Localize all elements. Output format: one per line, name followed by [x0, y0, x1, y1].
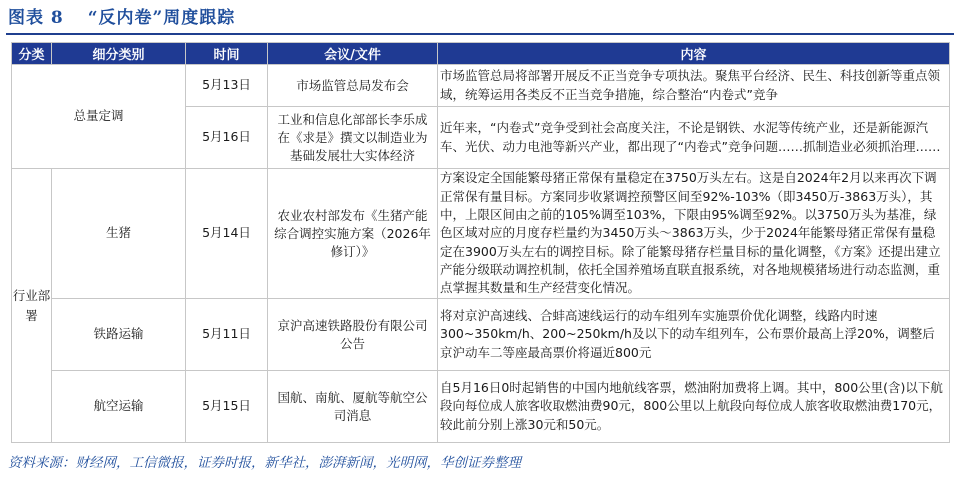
date-cell: 5月15日	[186, 371, 268, 443]
table-header-row	[12, 43, 950, 65]
source-note: 资料来源：财经网，工信微报，证券时报，新华社，澎湃新闻，光明网，华创证券整理	[8, 455, 521, 471]
title-divider	[6, 33, 954, 35]
subcategory-cell: 生猪	[52, 169, 186, 299]
table-row	[12, 65, 950, 107]
date-cell: 5月13日	[186, 65, 268, 107]
date-cell: 5月14日	[186, 169, 268, 299]
category-cell-overall: 总量定调	[12, 65, 186, 169]
meeting-cell: 工业和信息化部部长李乐成在《求是》撰文以制造业为基础发展壮大实体经济	[268, 107, 438, 169]
content-cell: 将对京沪高速线、合蚌高速线运行的动车组列车实施票价优化调整，线路内时速300~350km/h、200~250km/h及以下的动车组列车，公布票价最高上浮20%，调整后京沪动车二等座最高票价将逼近800元	[438, 299, 950, 371]
meeting-cell: 农业农村部发布《生猪产能综合调控实施方案（2026年修订）》	[268, 169, 438, 299]
content-cell: 自5月16日0时起销售的中国内地航线客票，燃油附加费将上调。其中，800公里(含)以下航段向每位成人旅客收取燃油费90元，800公里以上航段向每位成人旅客收取燃油费170元，较此前分别上涨30元和50元。	[438, 371, 950, 443]
table-row	[12, 169, 950, 299]
date-cell: 5月16日	[186, 107, 268, 169]
meeting-cell: 国航、南航、厦航等航空公司消息	[268, 371, 438, 443]
meeting-cell: 京沪高速铁路股份有限公司公告	[268, 299, 438, 371]
table-row	[12, 299, 950, 371]
content-cell: 近年来，“内卷式”竞争受到社会高度关注，不论是钢铁、水泥等传统产业，还是新能源汽车、光伏、动力电池等新兴产业，都出现了“内卷式”竞争问题……抓制造业必须抓治理……	[438, 107, 950, 169]
figure-title	[8, 4, 235, 32]
figure-label: 图表 8	[8, 8, 64, 28]
tracking-table	[11, 42, 950, 443]
date-cell: 5月11日	[186, 299, 268, 371]
column-header-category: 分类	[12, 43, 52, 65]
column-header-subcategory: 细分类别	[52, 43, 186, 65]
subcategory-cell: 航空运输	[52, 371, 186, 443]
content-cell: 方案设定全国能繁母猪正常保有量稳定在3750万头左右。这是自2024年2月以来再次下调正常保有量目标。方案同步收紧调控预警区间至92%-103%（即3450万-3863万头），其中，上限区间由之前的105%调至103%，下限由95%调至92%。以3750万头为基准，绿色区域对应的月度存栏量约为3450万头～3863万头，少于2024年能繁母猪正常保有量稳定在3900万头左右的调控目标。除了能繁母猪存栏量目标的量化调整，《方案》还提出建立产能分级联动调控机制，依托全国养殖场直联直报系统，对各地规模猪场进行动态监测，重点掌握其数量和生产经营变化情况。	[438, 169, 950, 299]
figure-title-text: “反内卷”周度跟踪	[87, 8, 236, 28]
content-cell: 市场监管总局将部署开展反不正当竞争专项执法。聚焦平台经济、民生、科技创新等重点领域，统筹运用各类反不正当竞争措施，综合整治“内卷式”竞争	[438, 65, 950, 107]
table-row	[12, 371, 950, 443]
category-cell-industry: 行业部署	[12, 169, 52, 443]
column-header-date: 时间	[186, 43, 268, 65]
meeting-cell: 市场监管总局发布会	[268, 65, 438, 107]
column-header-content: 内容	[438, 43, 950, 65]
column-header-meeting: 会议/文件	[268, 43, 438, 65]
subcategory-cell: 铁路运输	[52, 299, 186, 371]
